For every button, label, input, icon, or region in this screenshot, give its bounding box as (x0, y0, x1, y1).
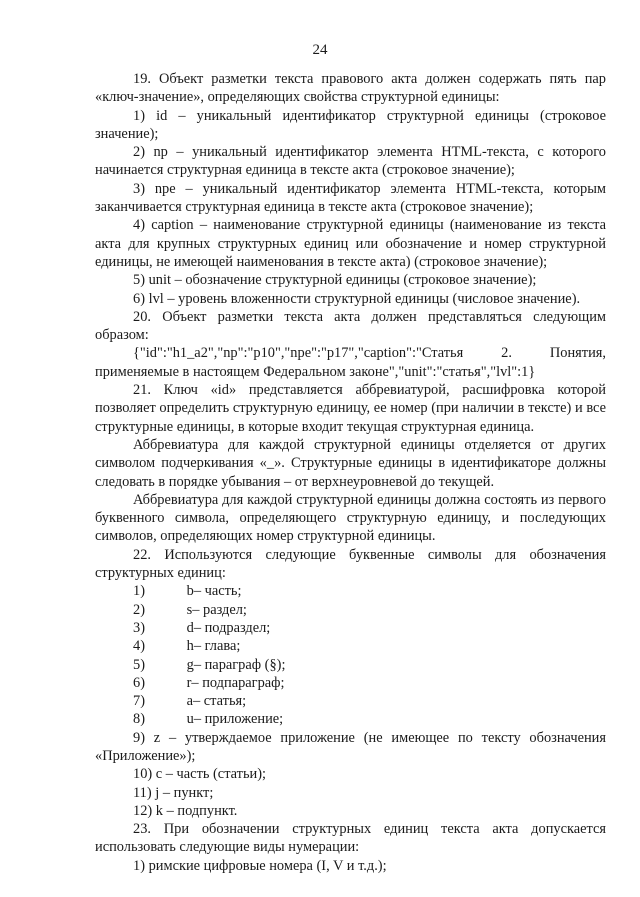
paragraph-19-item-2: 2) np – уникальный идентификатор элемента HTML-текста, с которого начинается структурная единица в тексте акта (строковое значение); (95, 144, 606, 179)
paragraph-19-item-3: 3) npe – уникальный идентификатор элемента HTML-текста, которым заканчивается структурная единица в тексте акта (строковое значение); (95, 180, 606, 216)
paragraph-20-example: {"id":"h1_a2","np":"p10","npe":"p17","caption":"Статья 2. Понятия, применяемые в настоящем Федеральном законе","unit":"статья","lvl":1} (95, 345, 606, 380)
paragraph-21-abbreviation: Аббревиатура для каждой структурной единицы должна состоять из первого буквенного символа, определяющего структурную единицу, и последующих символов, определяющих номер структурной единицы. (95, 491, 606, 545)
symbol-item: 6) r– подпараграф; (133, 674, 285, 691)
symbol-item: 8) u– приложение; (133, 711, 284, 728)
paragraph-19-item-1: 1) id – уникальный идентификатор структурной единицы (строковое значение); (95, 107, 606, 142)
paragraph-19-item-4: 4) caption – наименование структурной единицы (наименование из текста акта для крупных структурных единиц или обозначение и номер структурной единицы, не имеющей наименования в тексте акта) (строковое значение); (95, 217, 606, 270)
symbol-item: 3) d– подраздел; (133, 619, 271, 636)
paragraph-19-item-5: 5) unit – обозначение структурной единицы (строковое значение); (133, 272, 537, 289)
symbol-item: 7) a– статья; (133, 693, 247, 710)
document-body (95, 70, 606, 875)
paragraph-22: 22. Используются следующие буквенные символы для обозначения структурных единиц: (95, 546, 606, 582)
paragraph-21: 21. Ключ «id» представляется аббревиатурой, расшифровка которой позволяет определить структурную единицу, ее номер (при наличии в тексте) и все структурные единицы, в которые входит текущая структурная единица. (95, 382, 606, 435)
paragraph-23: 23. При обозначении структурных единиц текста акта допускается использовать следующие виды нумерации: (95, 821, 606, 856)
symbol-item: 5) g– параграф (§); (133, 656, 286, 673)
symbol-item: 1) b– часть; (133, 583, 242, 600)
page-number: 24 (312, 42, 328, 58)
symbol-item-k: 12) k – подпункт. (133, 802, 238, 819)
paragraph-19: 19. Объект разметки текста правового акта должен содержать пять пар «ключ-значение», определяющих свойства структурной единицы: (95, 71, 606, 106)
symbol-item: 4) h– глава; (133, 638, 241, 655)
paragraph-21-separator: Аббревиатура для каждой структурной единицы отделяется от других символом подчеркивания «_». Структурные единицы в идентификаторе должны следовать в порядке убывания – от верхнеуровневой до текущей. (95, 436, 606, 490)
symbol-item-z: 9) z – утверждаемое приложение (не имеющее по тексту обозначения «Приложение»); (95, 729, 606, 764)
paragraph-19-item-6: 6) lvl – уровень вложенности структурной единицы (числовое значение). (133, 290, 581, 307)
paragraph-23-item-1: 1) римские цифровые номера (I, V и т.д.); (133, 857, 387, 874)
paragraph-20: 20. Объект разметки текста акта должен представляться следующим образом: (95, 308, 606, 344)
symbol-item: 2) s– раздел; (133, 601, 247, 618)
symbol-item-c: 10) c – часть (статьи); (133, 766, 267, 783)
symbol-item-j: 11) j – пункт; (133, 784, 214, 801)
